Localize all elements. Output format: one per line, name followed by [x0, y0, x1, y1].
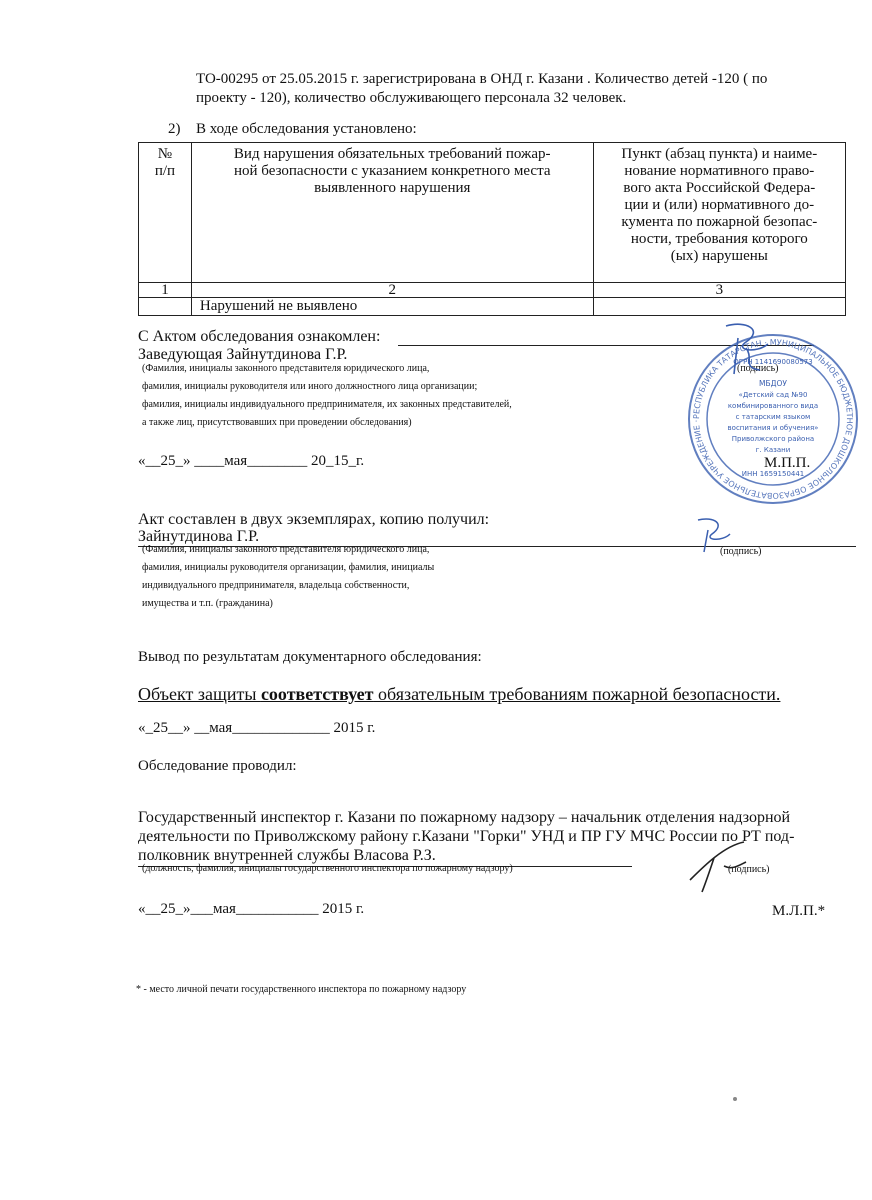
table-header-row: [139, 143, 846, 283]
ack-label: С Актом обследования ознакомлен:: [138, 328, 381, 345]
inspector-caption: (должность, фамилия, инициалы государственного инспектора по пожарному надзору): [142, 863, 513, 874]
copy-sign-caption: (подпись): [720, 546, 762, 557]
conclusion-text-after: обязательным требованиям пожарной безопасности.: [373, 684, 781, 704]
conclusion-text: [138, 683, 780, 705]
copy-note-1: (Фамилия, инициалы законного представителя юридического лица,: [142, 544, 430, 555]
ack-note-1: (Фамилия, инициалы законного представителя юридического лица,: [142, 363, 430, 374]
header-number-line: №: [157, 146, 173, 162]
column-number: 2: [191, 282, 593, 298]
copy-label: Акт составлен в двух экземплярах, копию получил:: [138, 511, 490, 528]
ack-seal-label: М.П.П.: [764, 455, 811, 471]
table-column-numbers: [139, 282, 846, 298]
copy-note-4: имущества и т.п. (гражданина): [142, 598, 273, 609]
stamp-center-line: Приволжского района: [731, 435, 815, 443]
conclusion-text-bold: соответствует: [260, 684, 374, 704]
section-2-number: 2): [168, 121, 181, 137]
violations-table: [138, 142, 846, 316]
scan-speck: [733, 1097, 737, 1101]
header-regulation-line: кумента по пожарной безопас-: [621, 214, 818, 230]
stamp-center-line: МБДОУ: [759, 379, 787, 388]
header-regulation-line: ции и (или) нормативного до-: [624, 197, 815, 213]
conclusion-date: «_25__» __мая_____________ 2015 г.: [138, 720, 376, 736]
intro-line-2: проекту - 120), количество обслуживающего персонала 32 человек.: [196, 90, 627, 106]
header-violation: [191, 143, 593, 283]
footnote: * - место личной печати государственного инспектора по пожарному надзору: [136, 984, 467, 995]
copy-person: Зайнутдинова Г.Р.: [138, 528, 260, 545]
table-cell: [139, 298, 192, 316]
header-violation-line: Вид нарушения обязательных требований пожар-: [233, 146, 551, 162]
stamp-ring-text: РЕСПУБЛИКА ТАТАРСТАН · МУНИЦИПАЛЬНОЕ БЮДЖЕТНОЕ ДОШКОЛЬНОЕ ОБРАЗОВАТЕЛЬНОЕ УЧРЕЖДЕНИЕ ·: [691, 337, 855, 501]
column-number: 1: [139, 282, 192, 298]
section-2-title: В ходе обследования установлено:: [196, 121, 417, 137]
stamp-center-line: г. Казани: [755, 446, 791, 454]
stamp-inn: ИНН 1659150441: [741, 470, 805, 478]
header-violation-line: выявленного нарушения: [314, 180, 471, 196]
header-regulation: [593, 143, 845, 283]
stamp-center-line: комбинированного вида: [727, 402, 819, 410]
inspector-signature-scribble: [684, 836, 754, 896]
copy-note-2: фамилия, инициалы руководителя организации, фамилия, инициалы: [142, 562, 435, 573]
header-regulation-line: Пункт (абзац пункта) и наиме-: [621, 146, 818, 162]
inspector-seal-label: М.Л.П.*: [772, 903, 826, 919]
inspector-date: «__25_»___мая___________ 2015 г.: [138, 901, 365, 917]
ack-date: «__25_» ____мая________ 20_15_г.: [138, 453, 365, 469]
inspector-line-1: Государственный инспектор г. Казани по пожарному надзору – начальник отделения надзорной: [138, 809, 791, 826]
organization-stamp: [686, 330, 860, 508]
ack-note-2: фамилия, инициалы руководителя или иного должностного лица организации;: [142, 381, 478, 392]
header-violation-line: ной безопасности с указанием конкретного места: [233, 163, 551, 179]
header-regulation-line: нование нормативного право-: [624, 163, 815, 179]
table-cell: Нарушений не выявлено: [191, 298, 593, 316]
column-number: 3: [593, 282, 845, 298]
intro-line-1: ТО-00295 от 25.05.2015 г. зарегистрирована в ОНД г. Казани . Количество детей -120 ( по: [196, 71, 768, 87]
stamp-center-line: с татарским языком: [735, 413, 811, 421]
header-regulation-line: (ых) нарушены: [670, 248, 768, 264]
ack-sign-caption: (подпись): [737, 363, 779, 374]
conclusion-text-before: Объект защиты: [138, 684, 261, 704]
table-cell: [593, 298, 845, 316]
ack-note-3: фамилия, инициалы индивидуального предпринимателя, их законных представителей,: [142, 399, 512, 410]
header-regulation-line: ности, требования которого: [630, 231, 808, 247]
inspector-line-3: полковник внутренней службы Власова Р.З.: [138, 847, 436, 864]
header-number: [139, 143, 192, 283]
ack-note-4: а также лиц, присутствовавших при проведении обследования): [142, 417, 412, 428]
table-row: [139, 298, 846, 316]
conclusion-label: Вывод по результатам документарного обследования:: [138, 649, 482, 665]
header-regulation-line: вого акта Российской Федера-: [623, 180, 816, 196]
stamp-center-line: воспитания и обучения»: [727, 424, 819, 432]
ack-person: Заведующая Зайнутдинова Г.Р.: [138, 346, 348, 363]
stamp-ogrn: ОГРН 1141690080573: [733, 358, 813, 366]
inspector-sign-caption: (подпись): [728, 864, 770, 875]
inspector-line-2: деятельности по Приволжскому району г.Казани "Горки" УНД и ПР ГУ МЧС России по РТ под-: [138, 828, 795, 845]
inspector-label: Обследование проводил:: [138, 758, 297, 774]
copy-note-3: индивидуального предпринимателя, владельца собственности,: [142, 580, 410, 591]
stamp-center-line: «Детский сад №90: [738, 391, 808, 399]
header-number-line: п/п: [154, 163, 176, 179]
copy-signature-scribble: [690, 514, 740, 554]
